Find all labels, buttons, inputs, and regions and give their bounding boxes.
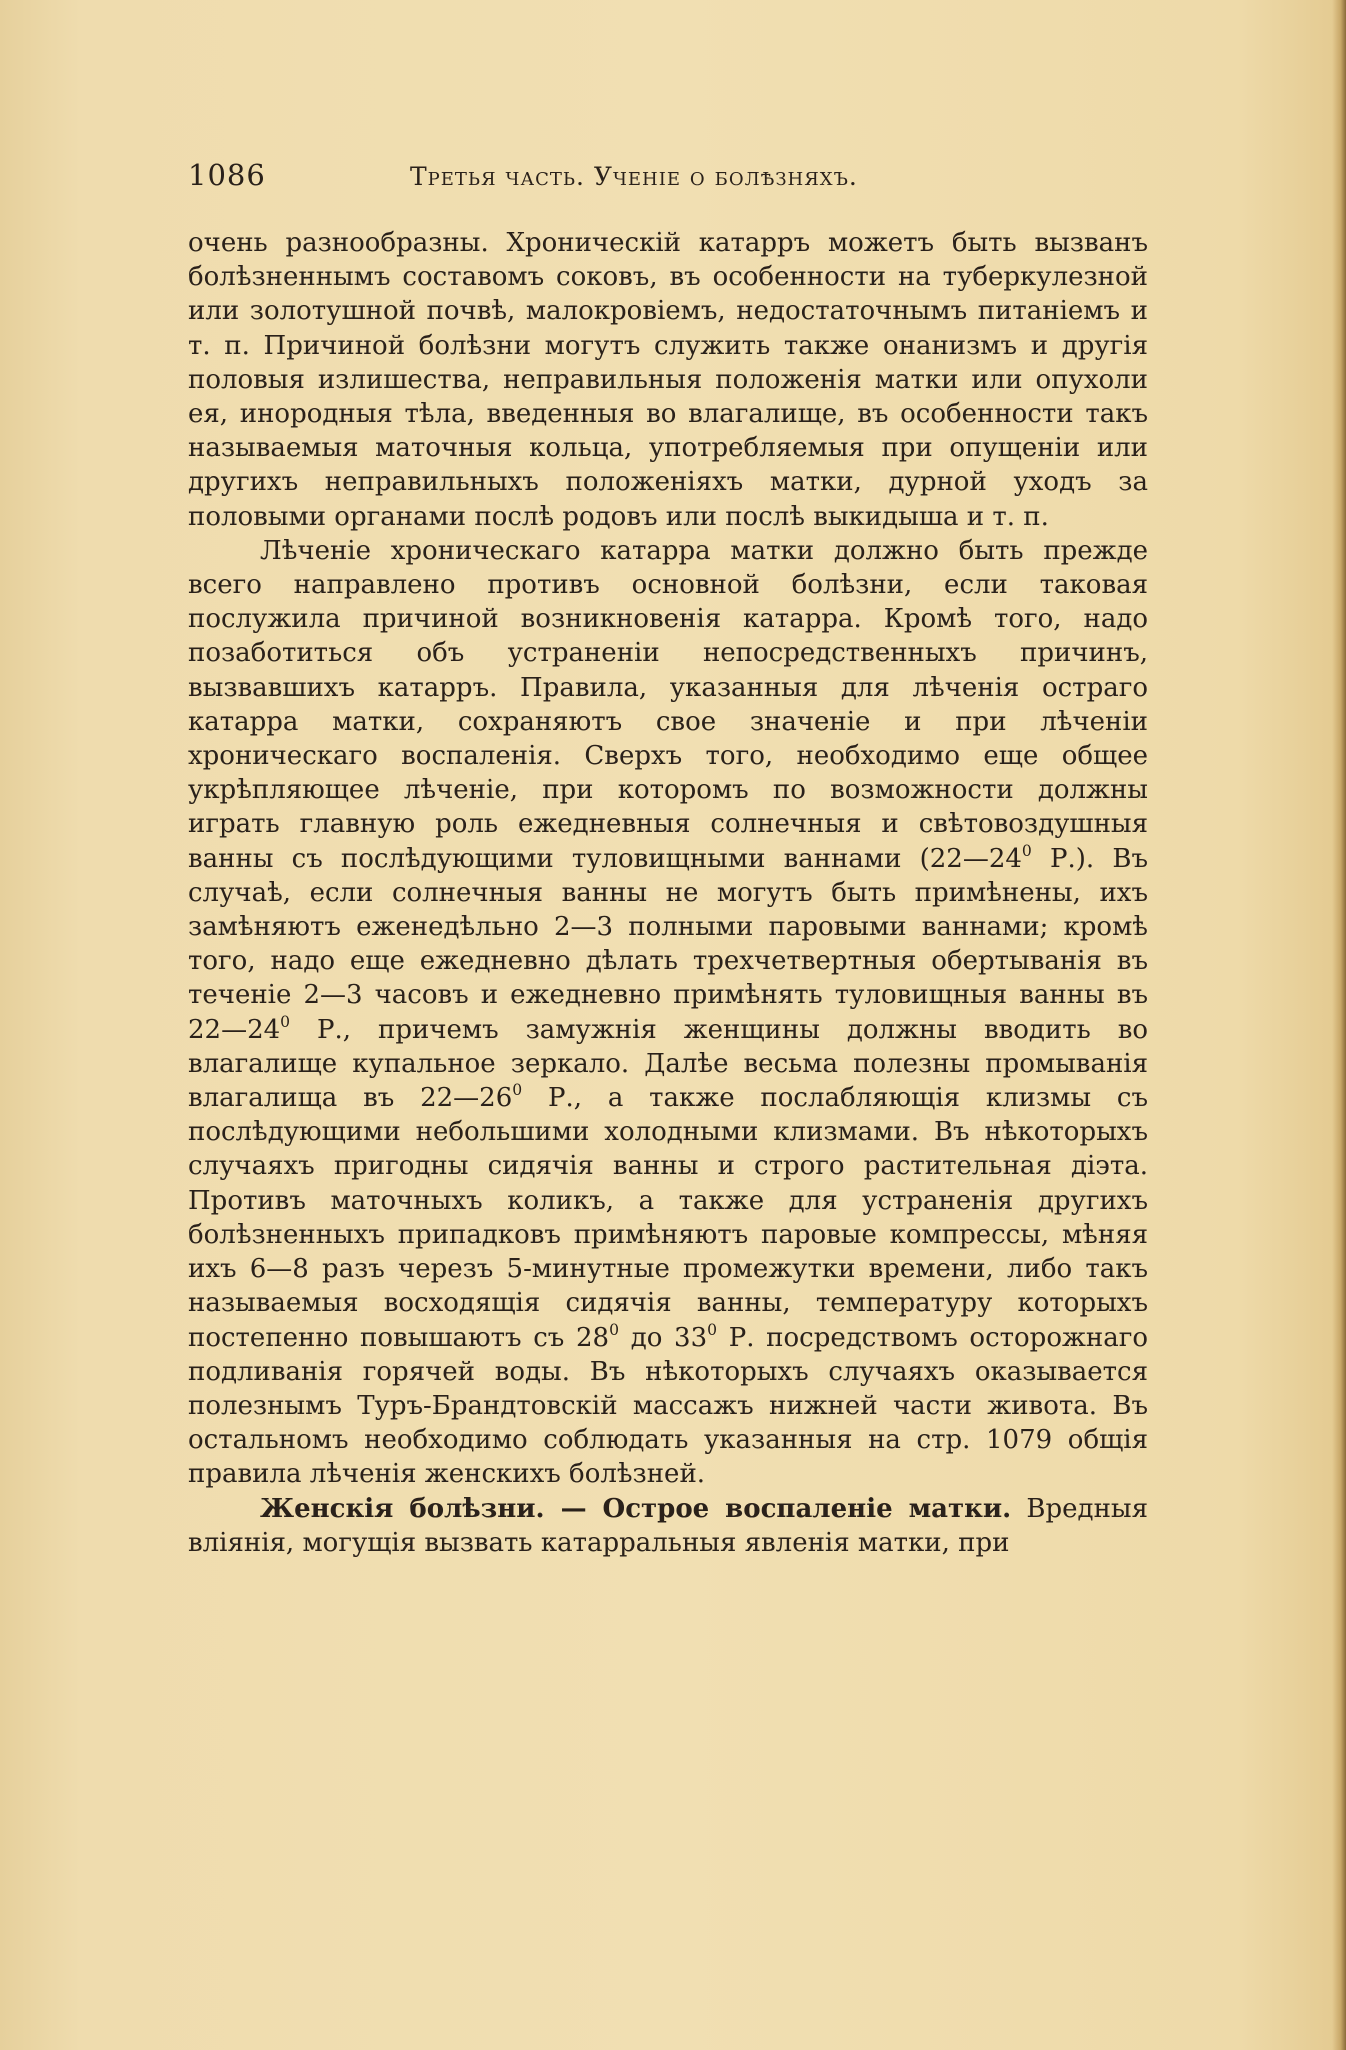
body-text bbox=[188, 226, 1148, 1560]
degree-mark: 0 bbox=[609, 1320, 620, 1339]
text-run: Р.). Въ случаѣ, если солнечныя ванны не могутъ быть примѣнены, ихъ замѣняютъ еженедѣльно 2—3 полными паровыми ваннами; кромѣ того, надо еще ежедневно дѣлать трехчетвертныя обертыванія въ теченіе 2—3 часовъ и ежедневно примѣнять туловищныя ванны въ 22—24 bbox=[188, 843, 1148, 1045]
text-run: Вредныя вліянія, могущія вызвать катарральныя явленія матки, при bbox=[188, 1493, 1148, 1558]
running-title: Третья часть. Ученіе о болѣзняхъ. bbox=[410, 162, 858, 191]
text-run: Р., причемъ замужнія женщины должны вводить во влагалище купальное зеркало. Далѣе весьма полезны промыванія влагалища въ 22—26 bbox=[188, 1014, 1148, 1114]
degree-mark: 0 bbox=[1021, 841, 1032, 860]
page-header bbox=[188, 158, 1148, 198]
text-run: Р., а также послабляющія клизмы съ послѣдующими небольшими холодными клизмами. Въ нѣкоторыхъ случаяхъ пригодны сидячія ванны и строго растительная діэта. Противъ маточныхъ коликъ, а также для устраненія другихъ болѣзненныхъ припадковъ примѣняютъ паровые компрессы, мѣняя ихъ 6—8 разъ черезъ 5-минутные промежутки времени, либо такъ называемыя восходящія сидячія ванны, температуру которыхъ постепенно повышаютъ съ 28 bbox=[188, 1083, 1148, 1353]
paragraph-section-start bbox=[188, 1492, 1148, 1560]
degree-mark: 0 bbox=[707, 1320, 718, 1339]
text-run: Лѣченіе хроническаго катарра матки должно быть прежде всего направлено противъ основной болѣзни, если таковая послужила причиной возникновенія катарра. Кромѣ того, надо позаботиться объ устраненіи непосредственныхъ причинъ, вызвавшихъ катарръ. Правила, указанныя для лѣченія остраго катарра матки, сохраняютъ свое значеніе и при лѣченіи хроническаго воспаленія. Сверхъ того, необходимо еще общее укрѣпляющее лѣченіе, при которомъ по возможности должны играть главную роль ежедневныя солнечныя и свѣтовоздушныя ванны съ послѣдующими туловищными ваннами (22—24 bbox=[188, 535, 1148, 874]
section-title: Женскія болѣзни. — Острое воспаленіе матки. bbox=[260, 1493, 1012, 1524]
text-run: Р. посредствомъ осторожнаго подливанія горячей воды. Въ нѣкоторыхъ случаяхъ оказывается полезнымъ Туръ-Брандтовскій массажъ нижней части живота. Въ остальномъ необходимо соблюдать указанныя на стр. 1079 общія правила лѣченія женскихъ болѣзней. bbox=[188, 1322, 1149, 1490]
page-edge-shadow bbox=[1332, 0, 1346, 2050]
degree-mark: 0 bbox=[280, 1012, 291, 1031]
page-number: 1086 bbox=[188, 158, 266, 192]
text-run: до 33 bbox=[619, 1322, 708, 1353]
paragraph-treatment bbox=[188, 534, 1148, 1492]
paragraph-continuation: очень разнообразны. Хроническій катарръ можетъ быть вызванъ болѣзненнымъ составомъ соковъ, въ особенности на туберкулезной или золотушной почвѣ, малокровіемъ, недостаточнымъ питаніемъ и т. п. Причиной болѣзни могутъ служить также онанизмъ и другія половыя излишества, неправильныя положенія матки или опухоли ея, инородныя тѣла, введенныя во влагалище, въ особенности такъ называемыя маточныя кольца, употребляемыя при опущеніи или другихъ неправильныхъ положеніяхъ матки, дурной уходъ за половыми органами послѣ родовъ или послѣ выкидыша и т. п. bbox=[188, 228, 1148, 532]
degree-mark: 0 bbox=[512, 1081, 523, 1100]
